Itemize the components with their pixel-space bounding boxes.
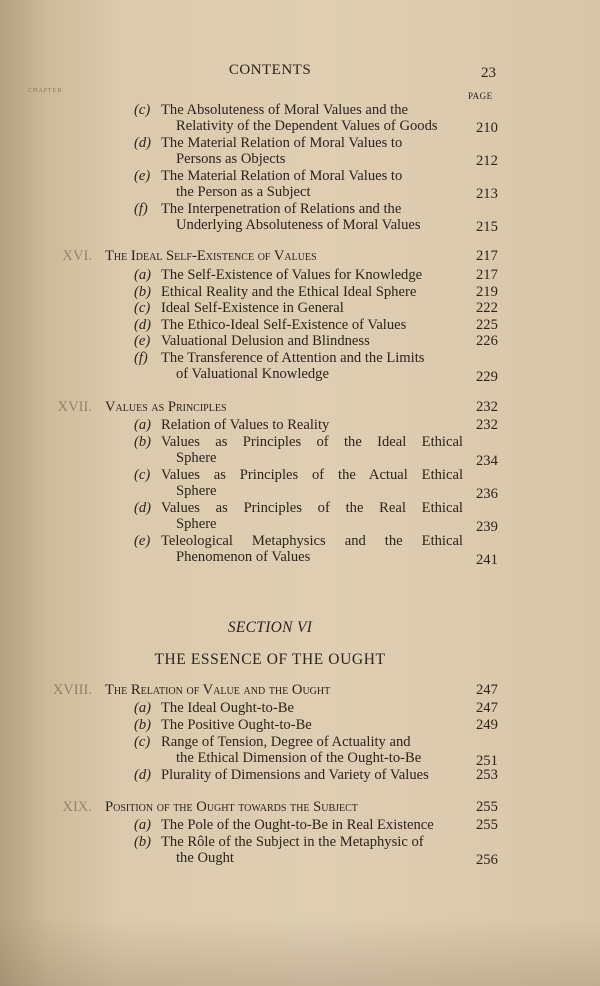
entry-letter: (a) (134, 267, 152, 283)
entry-letter: (c) (134, 300, 151, 316)
entry-page: 241 (476, 552, 498, 568)
entry-title-line: Values as Principles of the Ideal Ethical (161, 434, 463, 450)
chapter-page: 247 (476, 682, 498, 698)
entry-letter: (d) (134, 135, 152, 151)
entry-title-line: The Self-Existence of Values for Knowledge (161, 267, 423, 283)
entry-page: 217 (476, 267, 498, 283)
chapter-number: XVIII. (52, 682, 92, 698)
entry-title-line: Sphere (176, 450, 217, 467)
entry-title-line: of Valuational Knowledge (176, 366, 329, 383)
entry-page: 226 (476, 333, 498, 349)
chapter-number: XIX. (62, 799, 92, 815)
entry-title-line: Valuational Delusion and Blindness (161, 333, 370, 349)
entry-title-line: Range of Tension, Degree of Actuality and (161, 734, 411, 750)
entry-title-line: Sphere (176, 516, 217, 533)
entry-letter: (c) (134, 102, 151, 118)
entry-letter: (c) (134, 734, 151, 750)
page-number: 23 (481, 65, 496, 81)
entry-letter: (b) (134, 284, 152, 300)
entry-title-line: Relation of Values to Reality (161, 417, 330, 433)
chapter-page: 217 (476, 248, 498, 264)
entry-title-line: The Ideal Ought-to-Be (161, 700, 294, 716)
entry-title-line: The Interpenetration of Relations and the (161, 201, 402, 217)
entry-letter: (b) (134, 434, 152, 450)
chapter-number: XVII. (57, 399, 92, 415)
entry-title-line: Sphere (176, 483, 217, 500)
section-subtitle: THE ESSENCE OF THE OUGHT (154, 651, 386, 668)
entry-page: 236 (476, 486, 498, 502)
entry-title-line: The Absoluteness of Moral Values and the (161, 102, 408, 118)
entry-page: 255 (476, 817, 498, 833)
entry-page: 210 (476, 120, 498, 136)
entry-page: 215 (476, 219, 498, 235)
entry-page: 247 (476, 700, 498, 716)
section-heading: SECTION VI (227, 619, 313, 636)
entry-letter: (d) (134, 767, 152, 783)
chapter-column-label: CHAPTER (28, 88, 63, 94)
entry-title-line: Underlying Absoluteness of Moral Values (176, 217, 421, 234)
entry-letter: (e) (134, 333, 151, 349)
entry-page: 225 (476, 317, 498, 333)
running-title: CONTENTS (228, 62, 312, 78)
entry-title-line: the Person as a Subject (176, 184, 311, 201)
chapter-title: The Ideal Self-Existence of Values (105, 248, 317, 264)
entry-title-line: the Ought (176, 850, 234, 867)
entry-letter: (c) (134, 467, 151, 483)
chapter-page: 255 (476, 799, 498, 815)
entry-page: 251 (476, 753, 498, 769)
entry-title-line: The Positive Ought-to-Be (161, 717, 312, 733)
entry-letter: (e) (134, 533, 151, 549)
entry-title-line: Values as Principles of the Actual Ethical (161, 467, 463, 483)
entry-letter: (a) (134, 700, 152, 716)
entry-letter: (a) (134, 417, 152, 433)
entry-letter: (d) (134, 317, 152, 333)
entry-page: 239 (476, 519, 498, 535)
chapter-title: The Relation of Value and the Ought (105, 682, 331, 698)
entry-title-line: The Pole of the Ought-to-Be in Real Existence (161, 817, 434, 833)
entry-title-line: The Material Relation of Moral Values to (161, 168, 403, 184)
entry-page: 229 (476, 369, 498, 385)
entry-page: 234 (476, 453, 498, 469)
entry-title-line: Plurality of Dimensions and Variety of Values (161, 767, 429, 783)
entry-title-line: Persons as Objects (176, 151, 286, 168)
entry-page: 213 (476, 186, 498, 202)
entry-page: 212 (476, 153, 498, 169)
entry-title-line: Ideal Self-Existence in General (161, 300, 344, 316)
entry-letter: (f) (134, 350, 148, 366)
entry-title-line: Relativity of the Dependent Values of Goods (176, 118, 438, 135)
entry-page: 256 (476, 852, 498, 868)
entry-title-line: The Ethico-Ideal Self-Existence of Values (161, 317, 407, 333)
entry-page: 232 (476, 417, 498, 433)
entry-title-line: Teleological Metaphysics and the Ethical (161, 533, 463, 549)
chapter-title: Position of the Ought towards the Subject (105, 799, 358, 815)
entry-page: 249 (476, 717, 498, 733)
page-column-label: PAGE (468, 91, 493, 101)
entry-letter: (a) (134, 817, 152, 833)
chapter-number: XVI. (62, 248, 92, 264)
entry-title-line: Values as Principles of the Real Ethical (161, 500, 463, 516)
chapter-title: Values as Principles (105, 399, 227, 415)
entry-title-line: The Transference of Attention and the Limits (161, 350, 425, 366)
entry-title-line: the Ethical Dimension of the Ought-to-Be (176, 750, 422, 767)
entry-letter: (b) (134, 717, 152, 733)
entry-letter: (f) (134, 201, 148, 217)
entry-page: 219 (476, 284, 498, 300)
entry-letter: (b) (134, 834, 152, 850)
entry-page: 222 (476, 300, 498, 316)
entry-title-line: Ethical Reality and the Ethical Ideal Sphere (161, 284, 417, 300)
entry-title-line: Phenomenon of Values (176, 549, 311, 566)
chapter-page: 232 (476, 399, 498, 415)
entry-letter: (d) (134, 500, 152, 516)
entry-title-line: The Rôle of the Subject in the Metaphysic of (161, 834, 424, 850)
entry-title-line: The Material Relation of Moral Values to (161, 135, 403, 151)
entry-page: 253 (476, 767, 498, 783)
entry-letter: (e) (134, 168, 151, 184)
